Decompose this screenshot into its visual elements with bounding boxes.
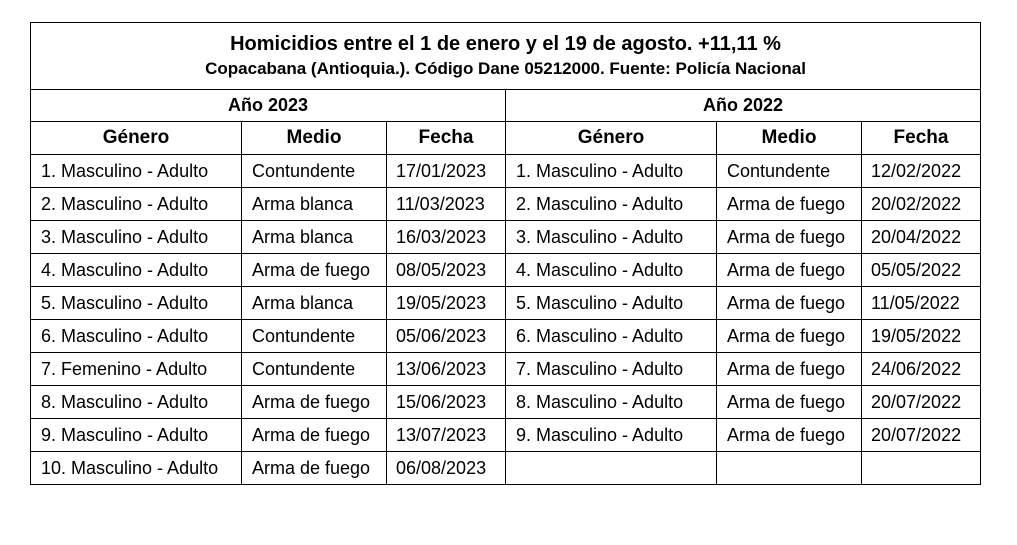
table-body bbox=[31, 23, 981, 485]
genero-2023-cell: 7. Femenino - Adulto bbox=[31, 353, 242, 386]
homicides-table bbox=[30, 22, 981, 485]
column-header-row bbox=[31, 122, 981, 155]
fecha-2023-cell: 05/06/2023 bbox=[387, 320, 506, 353]
fecha-2023-cell: 17/01/2023 bbox=[387, 155, 506, 188]
title-row bbox=[31, 23, 981, 90]
genero-2022-cell: 5. Masculino - Adulto bbox=[506, 287, 717, 320]
title-main: Homicidios entre el 1 de enero y el 19 de agosto. +11,11 % bbox=[230, 33, 781, 55]
medio-2023-cell: Arma de fuego bbox=[242, 254, 387, 287]
medio-2022-cell: Arma de fuego bbox=[717, 254, 862, 287]
genero-2022-cell: 1. Masculino - Adulto bbox=[506, 155, 717, 188]
fecha-2022-cell bbox=[862, 452, 981, 485]
genero-2023-cell: 6. Masculino - Adulto bbox=[31, 320, 242, 353]
genero-2022-cell: 4. Masculino - Adulto bbox=[506, 254, 717, 287]
table-title bbox=[31, 23, 981, 90]
medio-2022-cell: Arma de fuego bbox=[717, 188, 862, 221]
genero-2023-cell: 4. Masculino - Adulto bbox=[31, 254, 242, 287]
table-row bbox=[31, 452, 981, 485]
medio-2023-cell: Arma blanca bbox=[242, 287, 387, 320]
fecha-2023-cell: 19/05/2023 bbox=[387, 287, 506, 320]
fecha-2023-cell: 15/06/2023 bbox=[387, 386, 506, 419]
table-row bbox=[31, 320, 981, 353]
fecha-2022-cell: 20/07/2022 bbox=[862, 386, 981, 419]
medio-2022-cell bbox=[717, 452, 862, 485]
genero-2023-cell: 10. Masculino - Adulto bbox=[31, 452, 242, 485]
medio-2023-cell: Arma de fuego bbox=[242, 452, 387, 485]
genero-2022-cell: 7. Masculino - Adulto bbox=[506, 353, 717, 386]
medio-2023-cell: Contundente bbox=[242, 353, 387, 386]
genero-2023-cell: 3. Masculino - Adulto bbox=[31, 221, 242, 254]
year-row bbox=[31, 90, 981, 122]
fecha-2022-cell: 11/05/2022 bbox=[862, 287, 981, 320]
fecha-2022-cell: 05/05/2022 bbox=[862, 254, 981, 287]
genero-2022-cell: 2. Masculino - Adulto bbox=[506, 188, 717, 221]
genero-2023-cell: 1. Masculino - Adulto bbox=[31, 155, 242, 188]
fecha-2023-cell: 11/03/2023 bbox=[387, 188, 506, 221]
fecha-2023-cell: 16/03/2023 bbox=[387, 221, 506, 254]
medio-2023-cell: Arma de fuego bbox=[242, 419, 387, 452]
genero-2022-cell bbox=[506, 452, 717, 485]
fecha-2023-cell: 13/07/2023 bbox=[387, 419, 506, 452]
table-row bbox=[31, 254, 981, 287]
medio-2023-cell: Arma blanca bbox=[242, 188, 387, 221]
medio-2023-cell: Arma de fuego bbox=[242, 386, 387, 419]
medio-2022-cell: Arma de fuego bbox=[717, 287, 862, 320]
genero-2022-cell: 8. Masculino - Adulto bbox=[506, 386, 717, 419]
header-genero-2023: Género bbox=[31, 122, 242, 155]
fecha-2022-cell: 12/02/2022 bbox=[862, 155, 981, 188]
genero-2023-cell: 8. Masculino - Adulto bbox=[31, 386, 242, 419]
genero-2023-cell: 5. Masculino - Adulto bbox=[31, 287, 242, 320]
table-row bbox=[31, 419, 981, 452]
medio-2022-cell: Arma de fuego bbox=[717, 221, 862, 254]
medio-2022-cell: Arma de fuego bbox=[717, 419, 862, 452]
genero-2022-cell: 3. Masculino - Adulto bbox=[506, 221, 717, 254]
fecha-2022-cell: 20/02/2022 bbox=[862, 188, 981, 221]
header-fecha-2022: Fecha bbox=[862, 122, 981, 155]
fecha-2023-cell: 13/06/2023 bbox=[387, 353, 506, 386]
header-medio-2023: Medio bbox=[242, 122, 387, 155]
medio-2022-cell: Arma de fuego bbox=[717, 320, 862, 353]
genero-2023-cell: 9. Masculino - Adulto bbox=[31, 419, 242, 452]
header-medio-2022: Medio bbox=[717, 122, 862, 155]
medio-2023-cell: Arma blanca bbox=[242, 221, 387, 254]
table-row bbox=[31, 155, 981, 188]
header-fecha-2023: Fecha bbox=[387, 122, 506, 155]
medio-2023-cell: Contundente bbox=[242, 320, 387, 353]
table-row bbox=[31, 221, 981, 254]
fecha-2023-cell: 08/05/2023 bbox=[387, 254, 506, 287]
year-2023-header: Año 2023 bbox=[31, 90, 506, 122]
fecha-2022-cell: 19/05/2022 bbox=[862, 320, 981, 353]
genero-2022-cell: 6. Masculino - Adulto bbox=[506, 320, 717, 353]
medio-2022-cell: Arma de fuego bbox=[717, 386, 862, 419]
medio-2022-cell: Contundente bbox=[717, 155, 862, 188]
table-row bbox=[31, 353, 981, 386]
fecha-2022-cell: 24/06/2022 bbox=[862, 353, 981, 386]
fecha-2023-cell: 06/08/2023 bbox=[387, 452, 506, 485]
fecha-2022-cell: 20/07/2022 bbox=[862, 419, 981, 452]
header-genero-2022: Género bbox=[506, 122, 717, 155]
table-row bbox=[31, 287, 981, 320]
table-row bbox=[31, 386, 981, 419]
genero-2023-cell: 2. Masculino - Adulto bbox=[31, 188, 242, 221]
medio-2022-cell: Arma de fuego bbox=[717, 353, 862, 386]
fecha-2022-cell: 20/04/2022 bbox=[862, 221, 981, 254]
medio-2023-cell: Contundente bbox=[242, 155, 387, 188]
table-row bbox=[31, 188, 981, 221]
year-2022-header: Año 2022 bbox=[506, 90, 981, 122]
genero-2022-cell: 9. Masculino - Adulto bbox=[506, 419, 717, 452]
title-subtitle: Copacabana (Antioquia.). Código Dane 05212000. Fuente: Policía Nacional bbox=[205, 59, 806, 78]
